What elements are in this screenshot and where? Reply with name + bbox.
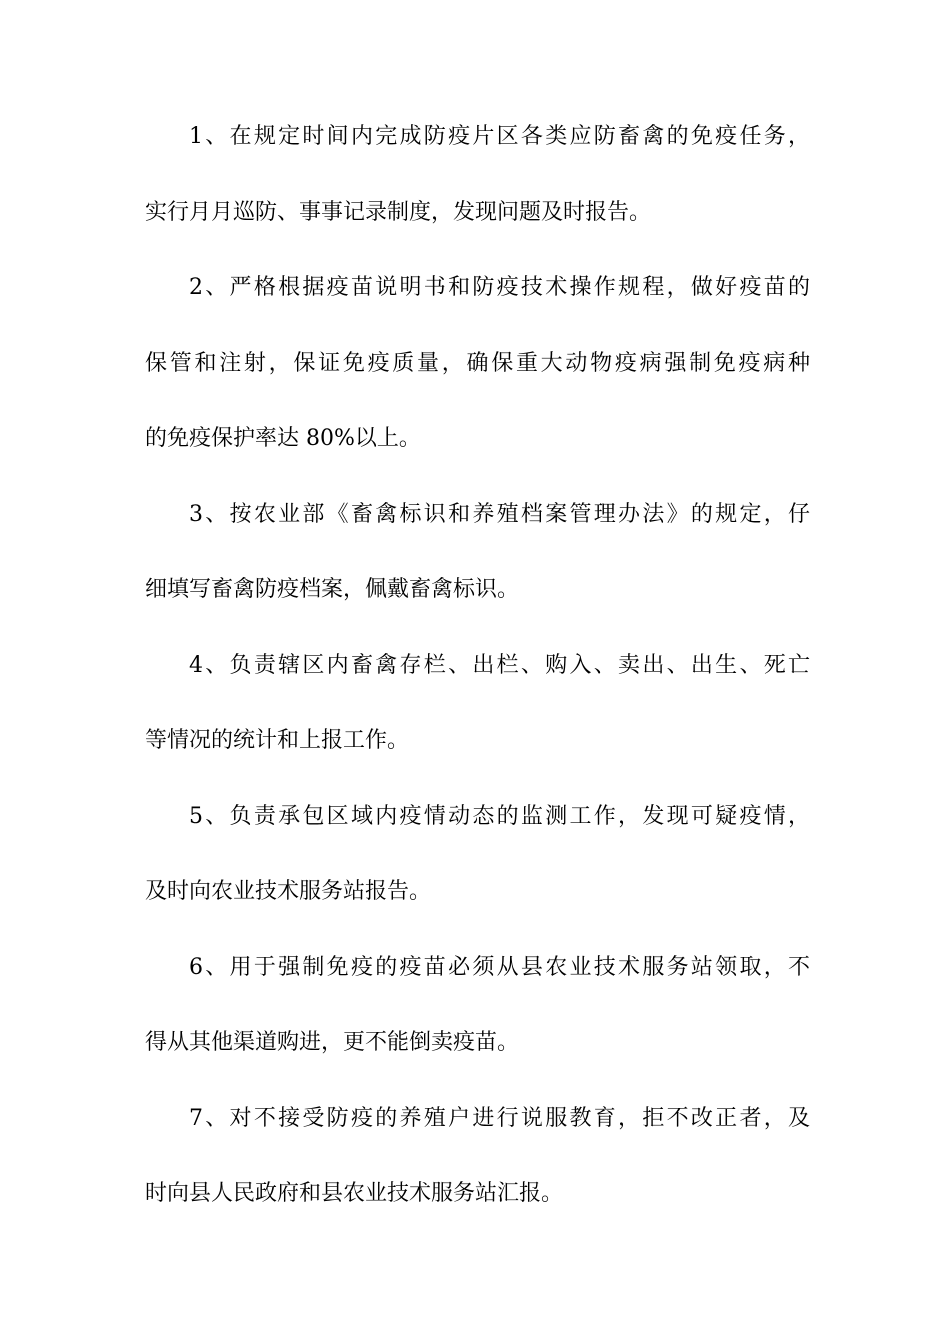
paragraph-line: 5、负责承包区域内疫情动态的监测工作，发现可疑疫情， xyxy=(189,803,810,829)
paragraph-line: 及时向农业技术服务站报告。 xyxy=(145,879,432,904)
paragraph-line: 保管和注射，保证免疫质量，确保重大动物疫病强制免疫病种 xyxy=(145,350,810,376)
paragraph-2 xyxy=(145,277,810,450)
paragraph-6 xyxy=(145,954,810,1055)
paragraph-line: 等情况的统计和上报工作。 xyxy=(145,728,410,753)
paragraph-line: 2、严格根据疫苗说明书和防疫技术操作规程，做好疫苗的 xyxy=(189,275,810,300)
paragraph-line: 6、用于强制免疫的疫苗必须从县农业技术服务站领取，不 xyxy=(189,954,810,980)
paragraph-line: 得从其他渠道购进，更不能倒卖疫苗。 xyxy=(145,1030,520,1055)
paragraph-4 xyxy=(145,652,810,753)
paragraph-line: 实行月月巡防、事事记录制度，发现问题及时报告。 xyxy=(145,199,652,225)
paragraph-5 xyxy=(145,803,810,904)
document-body xyxy=(145,126,810,1259)
paragraph-line: 3、按农业部《畜禽标识和养殖档案管理办法》的规定，仔 xyxy=(189,501,810,527)
paragraph-3 xyxy=(145,501,810,602)
paragraph-line: 1、在规定时间内完成防疫片区各类应防畜禽的免疫任务， xyxy=(189,124,810,149)
paragraph-line: 7、对不接受防疫的养殖户进行说服教育，拒不改正者，及 xyxy=(189,1105,810,1131)
paragraph-1 xyxy=(145,126,810,224)
paragraph-7 xyxy=(145,1105,810,1206)
paragraph-line: 时向县人民政府和县农业技术服务站汇报。 xyxy=(145,1181,564,1206)
paragraph-line: 4、负责辖区内畜禽存栏、出栏、购入、卖出、出生、死亡 xyxy=(189,652,810,678)
paragraph-line: 细填写畜禽防疫档案，佩戴畜禽标识。 xyxy=(145,577,520,602)
paragraph-line: 的免疫保护率达 80%以上。 xyxy=(145,426,421,451)
